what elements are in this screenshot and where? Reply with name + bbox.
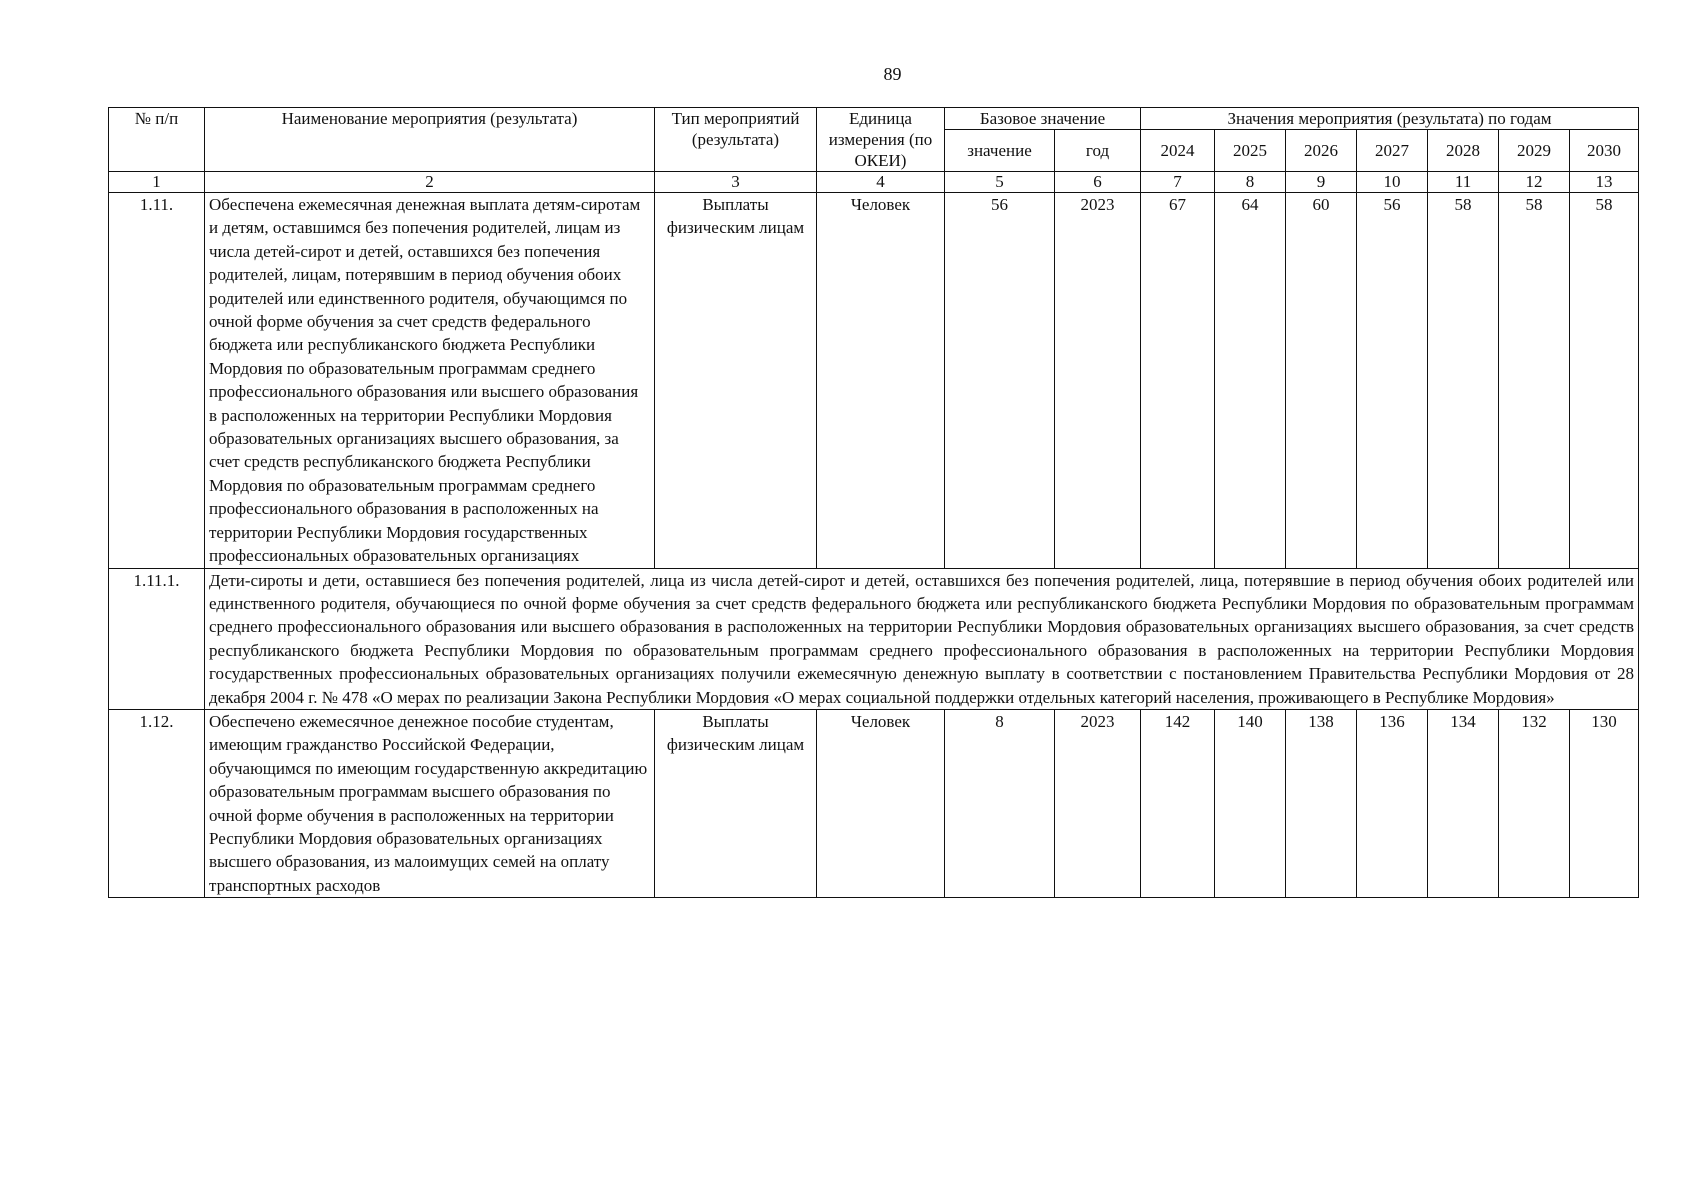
measure-name: Обеспечено ежемесячное денежное пособие студентам, имеющим гражданство Российской Федерации, обучающимся по имеющим государственную аккредитацию образовательным программам высшего образования по очной форме обучения в расположенных на территории Республики Мордовия образовательных организациях высшего образования, из малоимущих семей на оплату транспортных расходов xyxy=(205,709,655,897)
table-row-1-12 xyxy=(109,709,1639,897)
column-number: 9 xyxy=(1286,172,1357,193)
column-number: 1 xyxy=(109,172,205,193)
table-row-1-11 xyxy=(109,193,1639,569)
column-number: 7 xyxy=(1141,172,1215,193)
header-year: 2030 xyxy=(1570,130,1639,172)
base-value: 8 xyxy=(945,709,1055,897)
header-name: Наименование мероприятия (результата) xyxy=(205,108,655,172)
column-number: 2 xyxy=(205,172,655,193)
base-year: 2023 xyxy=(1055,193,1141,569)
header-years: Значения мероприятия (результата) по годам xyxy=(1141,108,1639,130)
measures-table xyxy=(108,107,1639,898)
year-value-2029: 132 xyxy=(1499,709,1570,897)
table-row-1-11-1 xyxy=(109,568,1639,709)
year-value-2028: 58 xyxy=(1428,193,1499,569)
header-type: Тип мероприятий (результата) xyxy=(655,108,817,172)
header-base-year: год xyxy=(1055,130,1141,172)
year-value-2030: 58 xyxy=(1570,193,1639,569)
column-number: 6 xyxy=(1055,172,1141,193)
measure-name: Обеспечена ежемесячная денежная выплата детям-сиротам и детям, оставшимся без попечения родителей, лицам из числа детей-сирот и детей, оставшихся без попечения родителей, лицам, потерявшим в период обучения обоих родителей или единственного родителя, обучающимся по очной форме обучения за счет средств федерального бюджета или республиканского бюджета Республики Мордовия по образовательным программам среднего профессионального образования или высшего образования в расположенных на территории Республики Мордовия образовательных организациях высшего образования, за счет средств республиканского бюджета Республики Мордовия по образовательным программам среднего профессионального образования в расположенных на территории Республики Мордовия государственных профессиональных образовательных организациях xyxy=(205,193,655,569)
year-value-2028: 134 xyxy=(1428,709,1499,897)
column-number: 12 xyxy=(1499,172,1570,193)
row-number: 1.11.1. xyxy=(109,568,205,709)
column-number-row xyxy=(109,172,1639,193)
header-year: 2024 xyxy=(1141,130,1215,172)
year-value-2027: 136 xyxy=(1357,709,1428,897)
header-year: 2025 xyxy=(1215,130,1286,172)
column-number: 5 xyxy=(945,172,1055,193)
header-year: 2026 xyxy=(1286,130,1357,172)
header-base-value: значение xyxy=(945,130,1055,172)
year-value-2024: 142 xyxy=(1141,709,1215,897)
header-year: 2028 xyxy=(1428,130,1499,172)
row-number: 1.11. xyxy=(109,193,205,569)
measure-type: Выплаты физическим лицам xyxy=(655,193,817,569)
year-value-2027: 56 xyxy=(1357,193,1428,569)
header-row-1 xyxy=(109,108,1639,130)
base-year: 2023 xyxy=(1055,709,1141,897)
row-number: 1.12. xyxy=(109,709,205,897)
year-value-2026: 138 xyxy=(1286,709,1357,897)
header-no: № п/п xyxy=(109,108,205,172)
header-base: Базовое значение xyxy=(945,108,1141,130)
column-number: 11 xyxy=(1428,172,1499,193)
year-value-2025: 64 xyxy=(1215,193,1286,569)
column-number: 13 xyxy=(1570,172,1639,193)
column-number: 10 xyxy=(1357,172,1428,193)
header-unit: Единица измерения (по ОКЕИ) xyxy=(817,108,945,172)
header-year: 2027 xyxy=(1357,130,1428,172)
header-year: 2029 xyxy=(1499,130,1570,172)
year-value-2029: 58 xyxy=(1499,193,1570,569)
base-value: 56 xyxy=(945,193,1055,569)
column-number: 4 xyxy=(817,172,945,193)
page-number: 89 xyxy=(883,64,902,84)
column-number: 3 xyxy=(655,172,817,193)
measure-unit: Человек xyxy=(817,709,945,897)
year-value-2026: 60 xyxy=(1286,193,1357,569)
year-value-2030: 130 xyxy=(1570,709,1639,897)
measure-unit: Человек xyxy=(817,193,945,569)
year-value-2025: 140 xyxy=(1215,709,1286,897)
year-value-2024: 67 xyxy=(1141,193,1215,569)
measure-type: Выплаты физическим лицам xyxy=(655,709,817,897)
result-description: Дети-сироты и дети, оставшиеся без попечения родителей, лица из числа детей-сирот и детей, оставшихся без попечения родителей, лица, потерявшие в период обучения обоих родителей или единственного родителя, обучающиеся по очной форме обучения за счет средств федерального бюджета или республиканского бюджета Республики Мордовия по образовательным программам среднего профессионального образования или высшего образования в расположенных на территории Республики Мордовия образовательных организациях высшего образования, за счет средств республиканского бюджета Республики Мордовия по образовательным программам среднего профессионального образования в расположенных на территории Республики Мордовия государственных профессиональных образовательных организациях получили ежемесячную денежную выплату в соответствии с постановлением Правительства Республики Мордовия от 28 декабря 2004 г. № 478 «О мерах по реализации Закона Республики Мордовия «О мерах социальной поддержки отдельных категорий населения, проживающего в Республике Мордовия» xyxy=(205,568,1639,709)
column-number: 8 xyxy=(1215,172,1286,193)
